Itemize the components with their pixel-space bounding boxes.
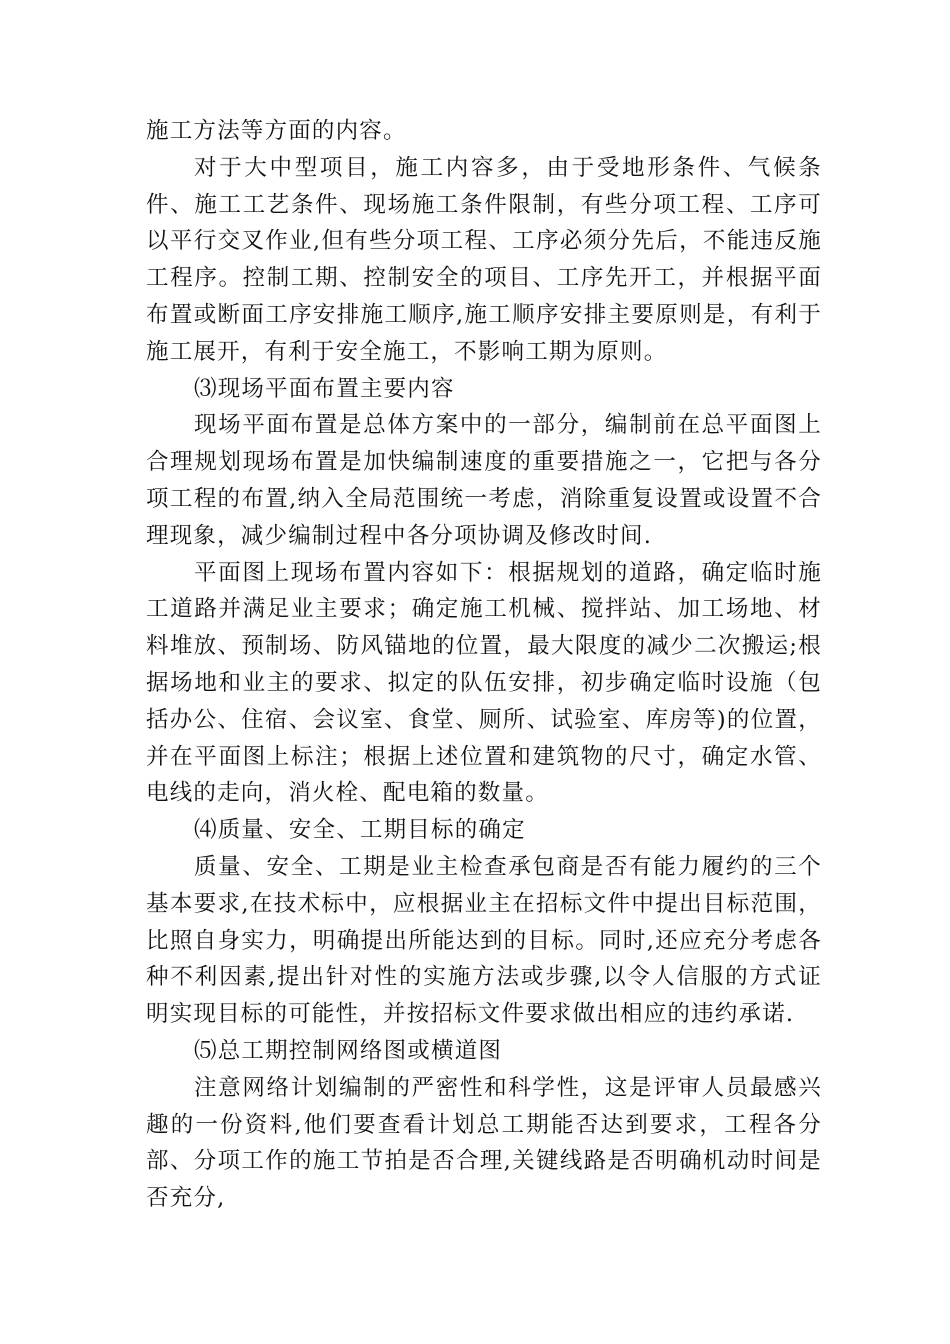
section-heading-targets: ⑷质量、安全、工期目标的确定 [194,817,526,844]
paragraph-schedule-network: 注意网络计划编制的严密性和科学性，这是评审人员最感兴趣的一份资料,他们要查看计划总工期能否达到要求，工程各分部、分项工作的施工节拍是否合理,关键线路是否明确机动时间是否充分, [146,1074,822,1212]
document-body [146,113,822,1217]
paragraph-site-layout-contents: 平面图上现场布置内容如下：根据规划的道路，确定临时施工道路并满足业主要求；确定施工机械、搅拌站、加工场地、材料堆放、预制场、防风锚地的位置，最大限度的减少二次搬运;根据场地和业主的要求、拟定的队伍安排，初步确定临时设施（包括办公、住宿、会议室、食堂、厕所、试验室、库房等)的位置，并在平面图上标注；根据上述位置和建筑物的尺寸，确定水管、电线的走向，消火栓、配电箱的数量。 [146,559,822,807]
paragraph-site-layout-intro: 现场平面布置是总体方案中的一部分，编制前在总平面图上合理规划现场布置是加快编制速度的重要措施之一，它把与各分项工程的布置,纳入全局范围统一考虑，消除重复设置或设置不合理现象，减少编制过程中各分项协调及修改时间. [146,412,822,549]
section-heading-site-layout: ⑶现场平面布置主要内容 [194,375,455,402]
section-heading-schedule-network: ⑸总工期控制网络图或横道图 [194,1037,503,1064]
paragraph-targets: 质量、安全、工期是业主检查承包商是否有能力履约的三个基本要求,在技术标中，应根据业主在招标文件中提出目标范围，比照自身实力，明确提出所能达到的目标。同时,还应充分考虑各种不利因素,提出针对性的实施方法或步骤,以令人信服的方式证明实现目标的可能性，并按招标文件要求做出相应的违约承诺. [146,853,822,1028]
paragraph-construction-sequence: 对于大中型项目，施工内容多，由于受地形条件、气候条件、施工工艺条件、现场施工条件限制，有些分项工程、工序可以平行交叉作业,但有些分项工程、工序必须分先后，不能违反施工程序。控制工期、控制安全的项目、工序先开工，并根据平面布置或断面工序安排施工顺序,施工顺序安排主要原则是，有利于施工展开，有利于安全施工，不影响工期为原则。 [146,154,822,365]
paragraph-continuation: 施工方法等方面的内容。 [146,118,407,144]
